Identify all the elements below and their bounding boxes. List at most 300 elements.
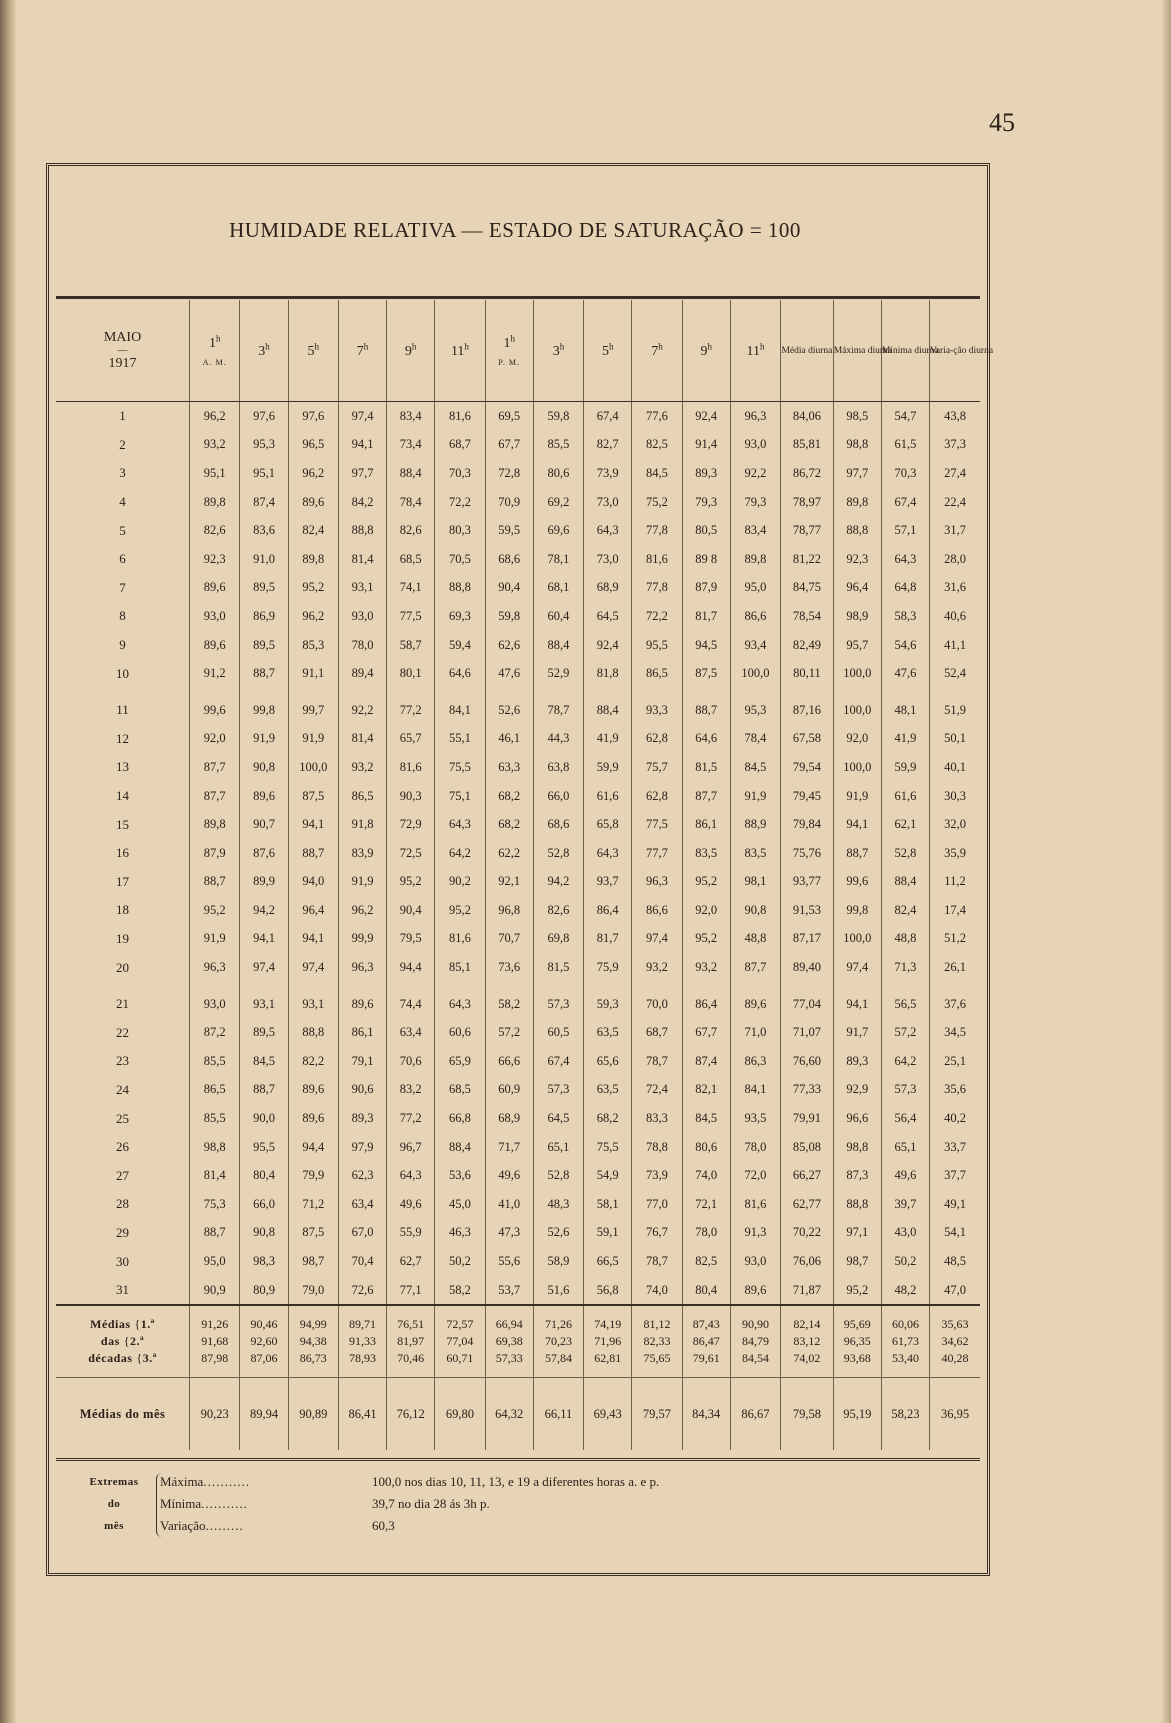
value-cell: 96,2 [288,602,338,631]
value-cell: 82,4 [881,896,929,925]
value-cell: 86,4 [584,896,632,925]
decade-value: 71,26 [533,1305,583,1333]
value-cell: 67,7 [485,431,533,460]
value-cell: 77,8 [632,574,682,603]
value-cell: 82,2 [288,1047,338,1076]
value-cell: 57,3 [533,982,583,1019]
value-cell: 93,0 [338,602,386,631]
col-11am: 11$^h$ [435,300,485,402]
value-cell: 91,9 [240,725,288,754]
value-cell: 80,4 [240,1161,288,1190]
table-row [56,896,980,925]
value-cell: 80,11 [781,659,834,688]
value-cell: 50,1 [930,725,980,754]
value-cell: 94,2 [240,896,288,925]
table-row [56,602,980,631]
value-cell: 58,3 [881,602,929,631]
value-cell: 92,3 [833,545,881,574]
monthly-means [56,1378,980,1451]
value-cell: 91,9 [833,782,881,811]
value-cell: 70,9 [485,488,533,517]
value-cell: 79,45 [781,782,834,811]
value-cell: 31,6 [930,574,980,603]
value-cell: 87,5 [288,782,338,811]
value-cell: 81,8 [584,659,632,688]
value-cell: 78,0 [338,631,386,660]
decade-value: 89,71 [338,1305,386,1333]
value-cell: 85,5 [190,1104,240,1133]
value-cell: 98,7 [833,1247,881,1276]
value-cell: 80,5 [682,516,730,545]
value-cell: 75,3 [190,1190,240,1219]
day-cell: 9 [119,637,126,653]
value-cell: 95,2 [833,1276,881,1306]
month-header: MAIO — 1917 [56,300,190,402]
value-cell: 73,9 [632,1161,682,1190]
table-row [56,459,980,488]
value-cell: 48,8 [881,925,929,954]
value-cell: 96,3 [190,953,240,982]
value-cell: 40,1 [930,753,980,782]
value-cell: 74,0 [682,1161,730,1190]
value-cell: 82,5 [682,1247,730,1276]
value-cell: 98,8 [190,1133,240,1162]
value-cell: 96,2 [190,402,240,431]
value-cell: 68,5 [387,545,435,574]
value-cell: 87,7 [190,753,240,782]
value-cell: 47,0 [930,1276,980,1306]
value-cell: 87,6 [240,839,288,868]
value-cell: 70,3 [881,459,929,488]
value-cell: 89,9 [240,868,288,897]
value-cell: 78,7 [632,1247,682,1276]
value-cell: 64,3 [435,810,485,839]
value-cell: 70,3 [435,459,485,488]
value-cell: 60,9 [485,1076,533,1105]
value-cell: 72,0 [730,1161,780,1190]
value-cell: 100,0 [730,659,780,688]
value-cell: 97,7 [833,459,881,488]
decade-value: 78,93 [338,1350,386,1378]
value-cell: 90,6 [338,1076,386,1105]
value-cell: 81,4 [338,545,386,574]
monthly-mean-value: 69,43 [584,1378,632,1451]
decade-value: 87,06 [240,1350,288,1378]
value-cell: 62,8 [632,782,682,811]
decade-group-label: das [100,1334,120,1349]
value-cell: 51,6 [533,1276,583,1306]
value-cell: 93,2 [338,753,386,782]
day-cell: 26 [116,1139,130,1155]
col-3pm: 3$^h$ [533,300,583,402]
monthly-mean-row [56,1378,980,1451]
value-cell: 64,3 [584,516,632,545]
value-cell: 39,7 [881,1190,929,1219]
humidity-table [56,300,994,1450]
day-cell: 2 [119,436,126,452]
col-9am: 9$^h$ [387,300,435,402]
value-cell: 86,6 [730,602,780,631]
value-cell: 91,7 [833,1018,881,1047]
value-cell: 83,5 [730,839,780,868]
value-cell: 71,0 [730,1018,780,1047]
decade-value: 57,84 [533,1350,583,1378]
value-cell: 86,5 [190,1076,240,1105]
value-cell: 84,1 [435,688,485,725]
value-cell: 98,3 [240,1247,288,1276]
value-cell: 52,8 [533,1161,583,1190]
value-cell: 88,7 [190,868,240,897]
value-cell: 55,6 [485,1247,533,1276]
value-cell: 94,1 [833,810,881,839]
decade-label-cell: décadas {3.ª [88,1351,157,1366]
value-cell: 77,1 [387,1276,435,1306]
value-cell: 85,08 [781,1133,834,1162]
value-cell: 63,5 [584,1018,632,1047]
decade-value: 76,51 [387,1305,435,1333]
day-cell: 27 [116,1167,130,1183]
value-cell: 72,5 [387,839,435,868]
value-cell: 79,91 [781,1104,834,1133]
value-cell: 87,7 [190,782,240,811]
value-cell: 100,0 [833,753,881,782]
value-cell: 94,0 [288,868,338,897]
decade-row [56,1305,980,1333]
value-cell: 52,4 [930,659,980,688]
day-cell: 29 [116,1224,130,1240]
value-cell: 62,77 [781,1190,834,1219]
value-cell: 88,7 [288,839,338,868]
value-cell: 92,0 [682,896,730,925]
daily-rows [56,402,980,1306]
value-cell: 37,7 [930,1161,980,1190]
value-cell: 26,1 [930,953,980,982]
value-cell: 73,0 [584,545,632,574]
decade-value: 91,26 [190,1305,240,1333]
col-9pm: 9$^h$ [682,300,730,402]
value-cell: 89,6 [730,982,780,1019]
decade-value: 74,02 [781,1350,834,1378]
value-cell: 49,6 [485,1161,533,1190]
value-cell: 73,4 [387,431,435,460]
value-cell: 83,2 [387,1076,435,1105]
value-cell: 45,0 [435,1190,485,1219]
value-cell: 74,0 [632,1276,682,1306]
value-cell: 95,0 [190,1247,240,1276]
day-cell: 11 [116,702,129,718]
day-cell: 6 [119,551,126,567]
value-cell: 94,1 [833,982,881,1019]
value-cell: 85,3 [288,631,338,660]
value-cell: 69,8 [533,925,583,954]
value-cell: 84,5 [730,753,780,782]
value-cell: 64,2 [435,839,485,868]
value-cell: 95,2 [682,868,730,897]
day-cell: 30 [116,1253,130,1269]
value-cell: 65,6 [584,1047,632,1076]
monthly-mean-value: 36,95 [930,1378,980,1451]
decade-value: 53,40 [881,1350,929,1378]
value-cell: 89,6 [240,782,288,811]
value-cell: 76,7 [632,1219,682,1248]
value-cell: 88,8 [288,1018,338,1047]
value-cell: 89,6 [190,631,240,660]
table-row [56,810,980,839]
value-cell: 81,5 [682,753,730,782]
decade-value: 94,38 [288,1333,338,1350]
value-cell: 65,1 [533,1133,583,1162]
day-cell: 12 [116,730,130,746]
day-cell: 8 [119,608,126,624]
table-row [56,1190,980,1219]
table-row [56,688,980,725]
value-cell: 88,7 [190,1219,240,1248]
value-cell: 79,5 [387,925,435,954]
value-cell: 88,7 [240,1076,288,1105]
value-cell: 65,7 [387,725,435,754]
value-cell: 59,5 [485,516,533,545]
table-row [56,725,980,754]
value-cell: 64,5 [584,602,632,631]
value-cell: 17,4 [930,896,980,925]
value-cell: 54,1 [930,1219,980,1248]
value-cell: 87,2 [190,1018,240,1047]
value-cell: 82,5 [632,431,682,460]
monthly-mean-value: 86,41 [338,1378,386,1451]
value-cell: 89,6 [288,1104,338,1133]
value-cell: 84,2 [338,488,386,517]
month-label: MAIO [103,329,142,345]
value-cell: 40,2 [930,1104,980,1133]
value-cell: 64,8 [881,574,929,603]
value-cell: 90,8 [730,896,780,925]
decade-value: 86,73 [288,1350,338,1378]
value-cell: 89,6 [338,982,386,1019]
day-cell: 23 [116,1053,130,1069]
value-cell: 89,5 [240,631,288,660]
decade-value: 61,73 [881,1333,929,1350]
value-cell: 81,6 [435,925,485,954]
value-cell: 84,1 [730,1076,780,1105]
value-cell: 57,3 [533,1076,583,1105]
value-cell: 89,8 [288,545,338,574]
value-cell: 87,7 [682,782,730,811]
monthly-mean-value: 64,32 [485,1378,533,1451]
value-cell: 95,2 [190,896,240,925]
table-row [56,659,980,688]
value-cell: 59,1 [584,1219,632,1248]
value-cell: 68,7 [435,431,485,460]
monthly-mean-value: 79,57 [632,1378,682,1451]
value-cell: 90,4 [485,574,533,603]
am-label: A. M. [202,358,227,368]
value-cell: 100,0 [833,925,881,954]
value-cell: 77,5 [632,810,682,839]
value-cell: 95,2 [387,868,435,897]
value-cell: 99,8 [240,688,288,725]
value-cell: 96,4 [833,574,881,603]
value-cell: 33,7 [930,1133,980,1162]
value-cell: 27,4 [930,459,980,488]
col-media: Média diurna [781,300,834,402]
value-cell: 43,0 [881,1219,929,1248]
value-cell: 99,6 [833,868,881,897]
value-cell: 66,0 [533,782,583,811]
value-cell: 76,60 [781,1047,834,1076]
monthly-mean-value: 66,11 [533,1378,583,1451]
value-cell: 89,5 [240,1018,288,1047]
value-cell: 77,33 [781,1076,834,1105]
day-cell: 18 [116,902,130,918]
value-cell: 77,7 [632,839,682,868]
value-cell: 89,8 [833,488,881,517]
value-cell: 66,6 [485,1047,533,1076]
value-cell: 49,6 [387,1190,435,1219]
value-cell: 69,6 [533,516,583,545]
value-cell: 93,0 [730,1247,780,1276]
value-cell: 92,2 [730,459,780,488]
value-cell: 72,1 [682,1190,730,1219]
col-7pm: 7$^h$ [632,300,682,402]
value-cell: 58,2 [435,1276,485,1306]
value-cell: 53,7 [485,1276,533,1306]
value-cell: 64,2 [881,1047,929,1076]
value-cell: 63,4 [387,1018,435,1047]
value-cell: 47,6 [881,659,929,688]
value-cell: 71,3 [881,953,929,982]
value-cell: 67,0 [338,1219,386,1248]
value-cell: 91,1 [288,659,338,688]
value-cell: 80,9 [240,1276,288,1306]
value-cell: 52,8 [533,839,583,868]
monthly-mean-value: 89,94 [240,1378,288,1451]
day-cell: 25 [116,1110,130,1126]
value-cell: 61,5 [881,431,929,460]
value-cell: 51,9 [930,688,980,725]
value-cell: 68,5 [435,1076,485,1105]
value-cell: 98,8 [833,431,881,460]
value-cell: 68,7 [632,1018,682,1047]
value-cell: 71,07 [781,1018,834,1047]
extreme-maxima: Máxima........... 100,0 nos dias 10, 11, 13, e 19 a diferentes horas a. e p. [160,1474,660,1489]
value-cell: 49,6 [881,1161,929,1190]
value-cell: 68,6 [485,545,533,574]
value-cell: 79,9 [288,1161,338,1190]
value-cell: 97,1 [833,1219,881,1248]
monthly-mean-value: 90,89 [288,1378,338,1451]
value-cell: 48,1 [881,688,929,725]
value-cell: 93,2 [190,431,240,460]
monthly-mean-value: 69,80 [435,1378,485,1451]
table-row [56,1276,980,1306]
value-cell: 62,8 [632,725,682,754]
value-cell: 93,77 [781,868,834,897]
value-cell: 77,2 [387,1104,435,1133]
value-cell: 93,1 [338,574,386,603]
value-cell: 78,4 [730,725,780,754]
decade-value: 87,43 [682,1305,730,1333]
value-cell: 89,4 [338,659,386,688]
value-cell: 97,4 [833,953,881,982]
value-cell: 74,4 [387,982,435,1019]
value-cell: 87,7 [730,953,780,982]
monthly-mean-label: Médias do mês [56,1378,190,1451]
value-cell: 97,4 [632,925,682,954]
day-cell: 14 [116,788,130,804]
value-cell: 56,4 [881,1104,929,1133]
value-cell: 88,9 [730,810,780,839]
value-cell: 92,0 [833,725,881,754]
value-cell: 92,4 [584,631,632,660]
value-cell: 44,3 [533,725,583,754]
decade-value: 82,14 [781,1305,834,1333]
decade-value: 90,90 [730,1305,780,1333]
year-label: 1917 [108,355,137,371]
decade-value: 84,79 [730,1333,780,1350]
value-cell: 62,2 [485,839,533,868]
decade-value: 81,12 [632,1305,682,1333]
value-cell: 70,5 [435,545,485,574]
value-cell: 91,0 [240,545,288,574]
value-cell: 41,9 [881,725,929,754]
value-cell: 81,6 [632,545,682,574]
value-cell: 99,8 [833,896,881,925]
value-cell: 92,2 [338,688,386,725]
value-cell: 89,3 [682,459,730,488]
value-cell: 84,5 [240,1047,288,1076]
value-cell: 70,22 [781,1219,834,1248]
value-cell: 82,6 [387,516,435,545]
value-cell: 57,2 [485,1018,533,1047]
value-cell: 91,2 [190,659,240,688]
monthly-mean-value: 90,23 [190,1378,240,1451]
value-cell: 96,3 [338,953,386,982]
value-cell: 93,2 [632,953,682,982]
value-cell: 98,9 [833,602,881,631]
value-cell: 94,1 [288,810,338,839]
value-cell: 85,5 [533,431,583,460]
value-cell: 79,3 [682,488,730,517]
value-cell: 96,7 [387,1133,435,1162]
decade-value: 75,65 [632,1350,682,1378]
value-cell: 93,4 [730,631,780,660]
value-cell: 86,4 [682,982,730,1019]
table-row [56,1219,980,1248]
value-cell: 66,27 [781,1161,834,1190]
decade-value: 74,19 [584,1305,632,1333]
decade-value: 35,63 [930,1305,980,1333]
decade-value: 72,57 [435,1305,485,1333]
value-cell: 93,1 [288,982,338,1019]
day-cell: 31 [116,1282,130,1298]
value-cell: 57,1 [881,516,929,545]
value-cell: 85,5 [190,1047,240,1076]
value-cell: 93,0 [190,982,240,1019]
value-cell: 37,3 [930,431,980,460]
table-row [56,1247,980,1276]
value-cell: 62,1 [881,810,929,839]
value-cell: 37,6 [930,982,980,1019]
decade-means [56,1305,980,1378]
decade-value: 83,12 [781,1333,834,1350]
value-cell: 92,1 [485,868,533,897]
table-row [56,631,980,660]
value-cell: 90,4 [387,896,435,925]
value-cell: 59,9 [584,753,632,782]
value-cell: 64,3 [584,839,632,868]
value-cell: 43,8 [930,402,980,431]
decade-value: 34,62 [930,1333,980,1350]
